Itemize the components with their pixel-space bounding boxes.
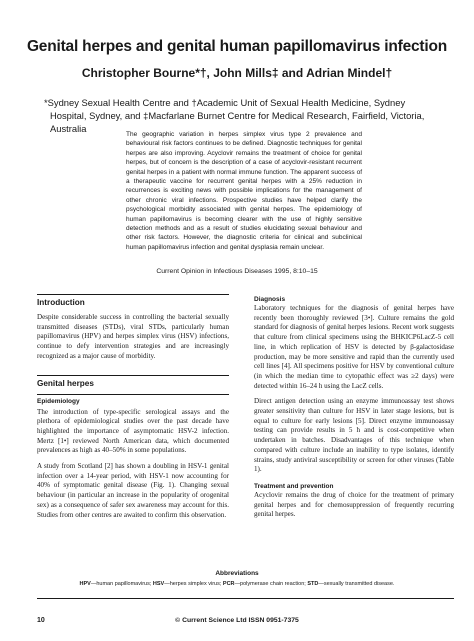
author-affiliation: *Sydney Sexual Health Centre and †Academic Unit of Sexual Health Medicine, Sydney Hospital, Sydney, and ‡Macfarlane Burnet Centre for Medical Research, Fairfield, Victoria, Australia [44, 97, 425, 134]
diagnosis-heading: Diagnosis [254, 296, 286, 303]
copyright-notice: © Current Science Ltd ISSN 0951-7375 [175, 617, 299, 624]
abbreviations-list [20, 581, 454, 587]
footer-divider [37, 598, 454, 599]
right-column [254, 294, 454, 526]
journal-citation: Current Opinion in Infectious Diseases 1995, 8:10–15 [156, 268, 318, 275]
introduction-heading: Introduction [37, 294, 229, 307]
abbreviation-meaning: —polymerase chain reaction; [234, 581, 308, 587]
epidemiology-paragraph-2: A study from Scotland [2] has shown a doubling in HSV-1 genital infection over a 14-year period, with HSV-1 now accounting for 40% of symptomatic genital disease (Fig. 1). Changing sexual behaviour (in particular an increase in the popularity of orogenital sex) as a consequence of safer sex awareness may account for this. Studies from other centres are awaited to confirm this observation. [37, 462, 229, 519]
abbreviation-term: HSV [152, 581, 165, 587]
abbreviation-meaning: —herpes simplex virus; [164, 581, 223, 587]
abbreviation-term: STD [307, 581, 319, 587]
article-authors: Christopher Bourne*†, John Mills‡ and Adrian Mindel† [81, 66, 393, 80]
treatment-heading: Treatment and prevention [254, 482, 334, 490]
abbreviation-term: PCR [222, 581, 235, 587]
abbreviation-meaning: —sexually transmitted disease. [318, 581, 395, 587]
introduction-text: Despite considerable success in controlling the bacterial sexually transmitted diseases (STDs), viral STDs, particularly human papillomavirus (HPV) and herpes simplex virus (HSV) infections, continue to defy intervention strategies and are increasingly recognized as a major cause of morbidity. [37, 313, 229, 360]
article-title: Genital herpes and genital human papillomavirus infection [26, 38, 448, 55]
article-abstract: The geographic variation in herpes simplex virus type 2 prevalence and behavioural risk factors continues to be defined. Diagnostic techniques for genital herpes are also improving. Acyclovir remains the treatment of choice for genital herpes, but of concern is the description of a case of acyclovir-resistant recurrent genital herpes in a patient with normal immune function. The apparent success of a therapeutic vaccine for recurrent genital herpes with a 25% reduction in recurrences is exciting news with possible implications for the management of other chronic viral infections. Prospective studies have helped clarify the psychological morbidity associated with genital herpes. The epidemiology of human papillomavirus is becoming clearer with the use of highly sensitive detection methods and as a result of studies elucidating sexual behaviour and other risk factors. However, the diagnostic criteria for clinical and subclinical human papillomavirus infection and genital dysplasia remain unclear. [126, 131, 362, 251]
abbreviation-meaning: —human papillomavirus; [90, 581, 153, 587]
abbreviations-heading: Abbreviations [215, 570, 259, 577]
treatment-text: Acyclovir remains the drug of choice for the treatment of primary genital herpes and for chemosuppression of frequently recurring genital herpes. [254, 490, 454, 519]
diagnosis-paragraph-2: Direct antigen detection using an enzyme immunoassay test shows greater sensitivity than culture for HSV in later stage lesions, but is equal to culture for early lesions [5]. Direct enzyme immunoassay testing can provide results in 5 h and is cost-competitive when undertaken in batches. Disadvantages of this technique when compared with culture include an inability to type isolates, identify strains, study antiviral susceptibility or screen for other viruses (Table 1). [254, 397, 454, 474]
epidemiology-heading: Epidemiology [37, 394, 229, 405]
epidemiology-paragraph-1: The introduction of type-specific serological assays and the plethora of epidemiological studies over the past decade have highlighted the importance of asymptomatic HSV-2 infection. Mertz [1•] reviewed North American data, which documented prevalences as high as 40–50% in some populations. [37, 407, 229, 455]
left-column [37, 294, 229, 526]
abbreviation-term: HPV [79, 581, 91, 587]
diagnosis-paragraph-1: Laboratory techniques for the diagnosis of genital herpes have recently been thoroughly reviewed [3•]. Culture remains the gold standard for diagnosis of genital herpes lesions. Recent work suggests that culture from clinical specimens using the BHKICP6LacZ-5 cell line, in which replication of HSV is detected by β-galactosidase production, may be more sensitive and rapid than the currently used cell lines [4]. All specimens positive for HSV by conventional culture (in which the median time to cytopathic effect was ≥2 days) were detected within 16–24 h using the LacZ cells. [254, 304, 454, 390]
page-number: 10 [37, 617, 45, 624]
genital-herpes-heading: Genital herpes [37, 375, 229, 388]
